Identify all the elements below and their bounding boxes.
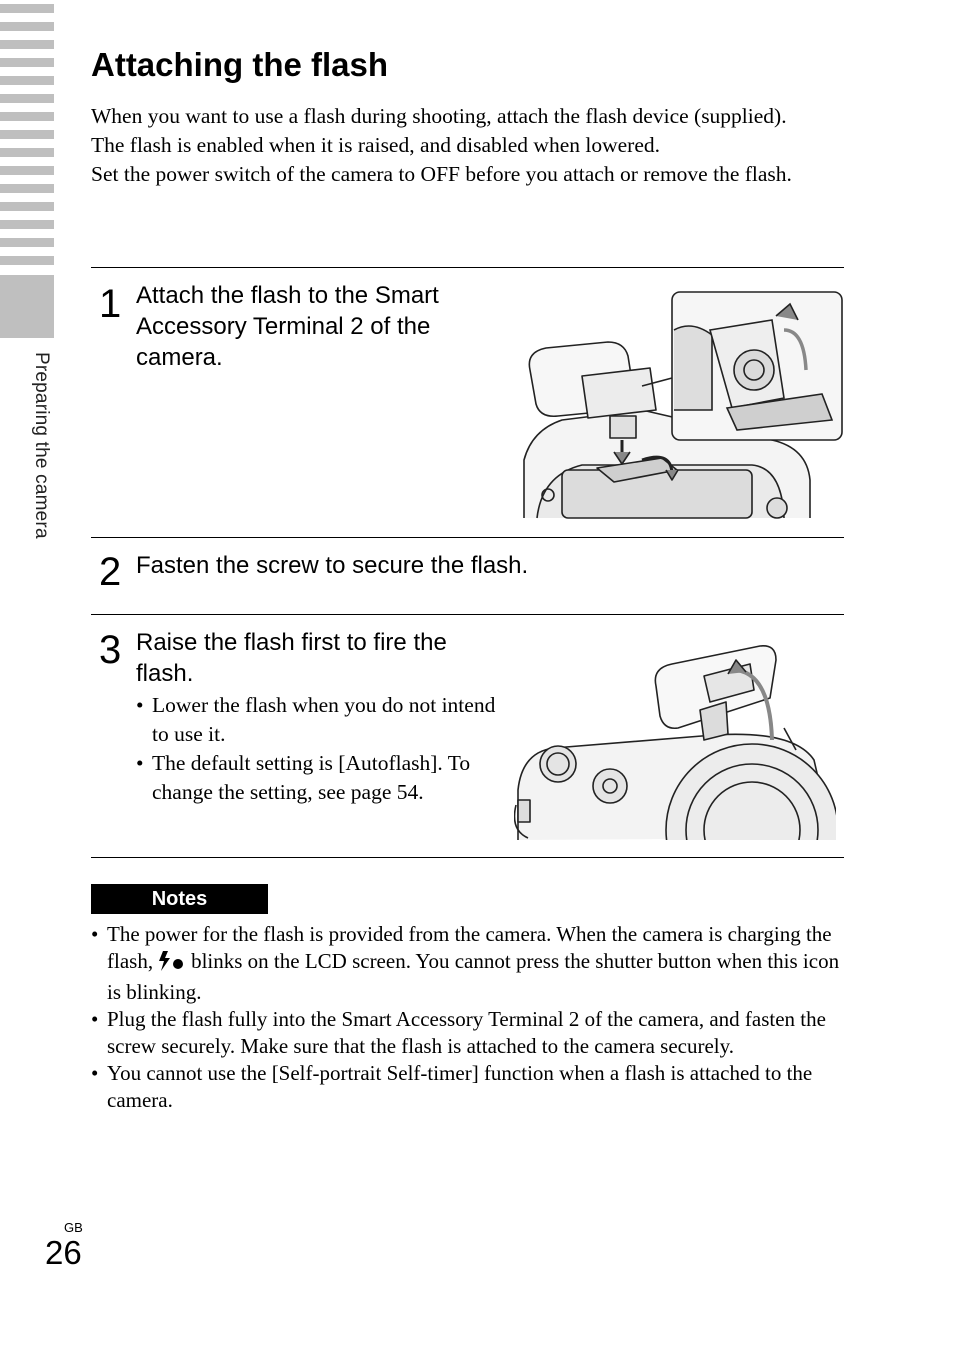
step-text: Attach the flash to the Smart Accessory Terminal 2 of the camera. <box>136 282 439 371</box>
divider <box>91 614 844 615</box>
list-item: • The default setting is [Autoflash]. To change the setting, see page 54. <box>136 749 496 807</box>
list-item <box>91 921 843 1006</box>
step-text: Fasten the screw to secure the flash. <box>136 552 529 579</box>
step-number: 2 <box>99 550 122 594</box>
divider <box>91 267 844 268</box>
notes-list <box>91 921 843 1114</box>
divider <box>91 537 844 538</box>
note-text: blinks on the LCD screen. You cannot press the shutter button when this icon is blinking. <box>107 949 840 1004</box>
list-item: • Lower the flash when you do not intend to use it. <box>136 691 496 749</box>
notes-label: Notes <box>91 884 268 914</box>
region-code: GB <box>64 1220 83 1235</box>
step-bullets <box>136 691 496 807</box>
intro <box>91 102 831 189</box>
step-number: 3 <box>99 628 122 672</box>
list-item: • Plug the flash fully into the Smart Accessory Terminal 2 of the camera, and fasten the screw securely. Make sure that the flash is attached to the camera securely. <box>91 1006 843 1060</box>
intro-paragraph: When you want to use a flash during shooting, attach the flash device (supplied). <box>91 104 787 128</box>
step-text: Raise the flash first to fire the flash. <box>136 629 447 687</box>
note-text: The power for the flash is provided from the camera. When the camera is charging the flash, <box>107 922 832 973</box>
intro-paragraph: The flash is enabled when it is raised, and disabled when lowered. <box>91 133 660 157</box>
intro-paragraph: Set the power switch of the camera to OFF before you attach or remove the flash. <box>91 162 792 186</box>
divider <box>91 857 844 858</box>
flash-charging-icon <box>157 950 185 979</box>
side-tab-stripes <box>0 0 54 338</box>
step-number: 1 <box>99 282 122 326</box>
page-title: Attaching the flash <box>91 46 389 83</box>
camera-flash-attach-illustration <box>522 290 844 520</box>
side-tab-label: Preparing the camera <box>31 352 52 539</box>
list-item: • You cannot use the [Self-portrait Self-timer] function when a flash is attached to the camera. <box>91 1060 843 1114</box>
page-number: 26 <box>45 1234 82 1271</box>
camera-flash-raise-illustration <box>514 640 836 840</box>
